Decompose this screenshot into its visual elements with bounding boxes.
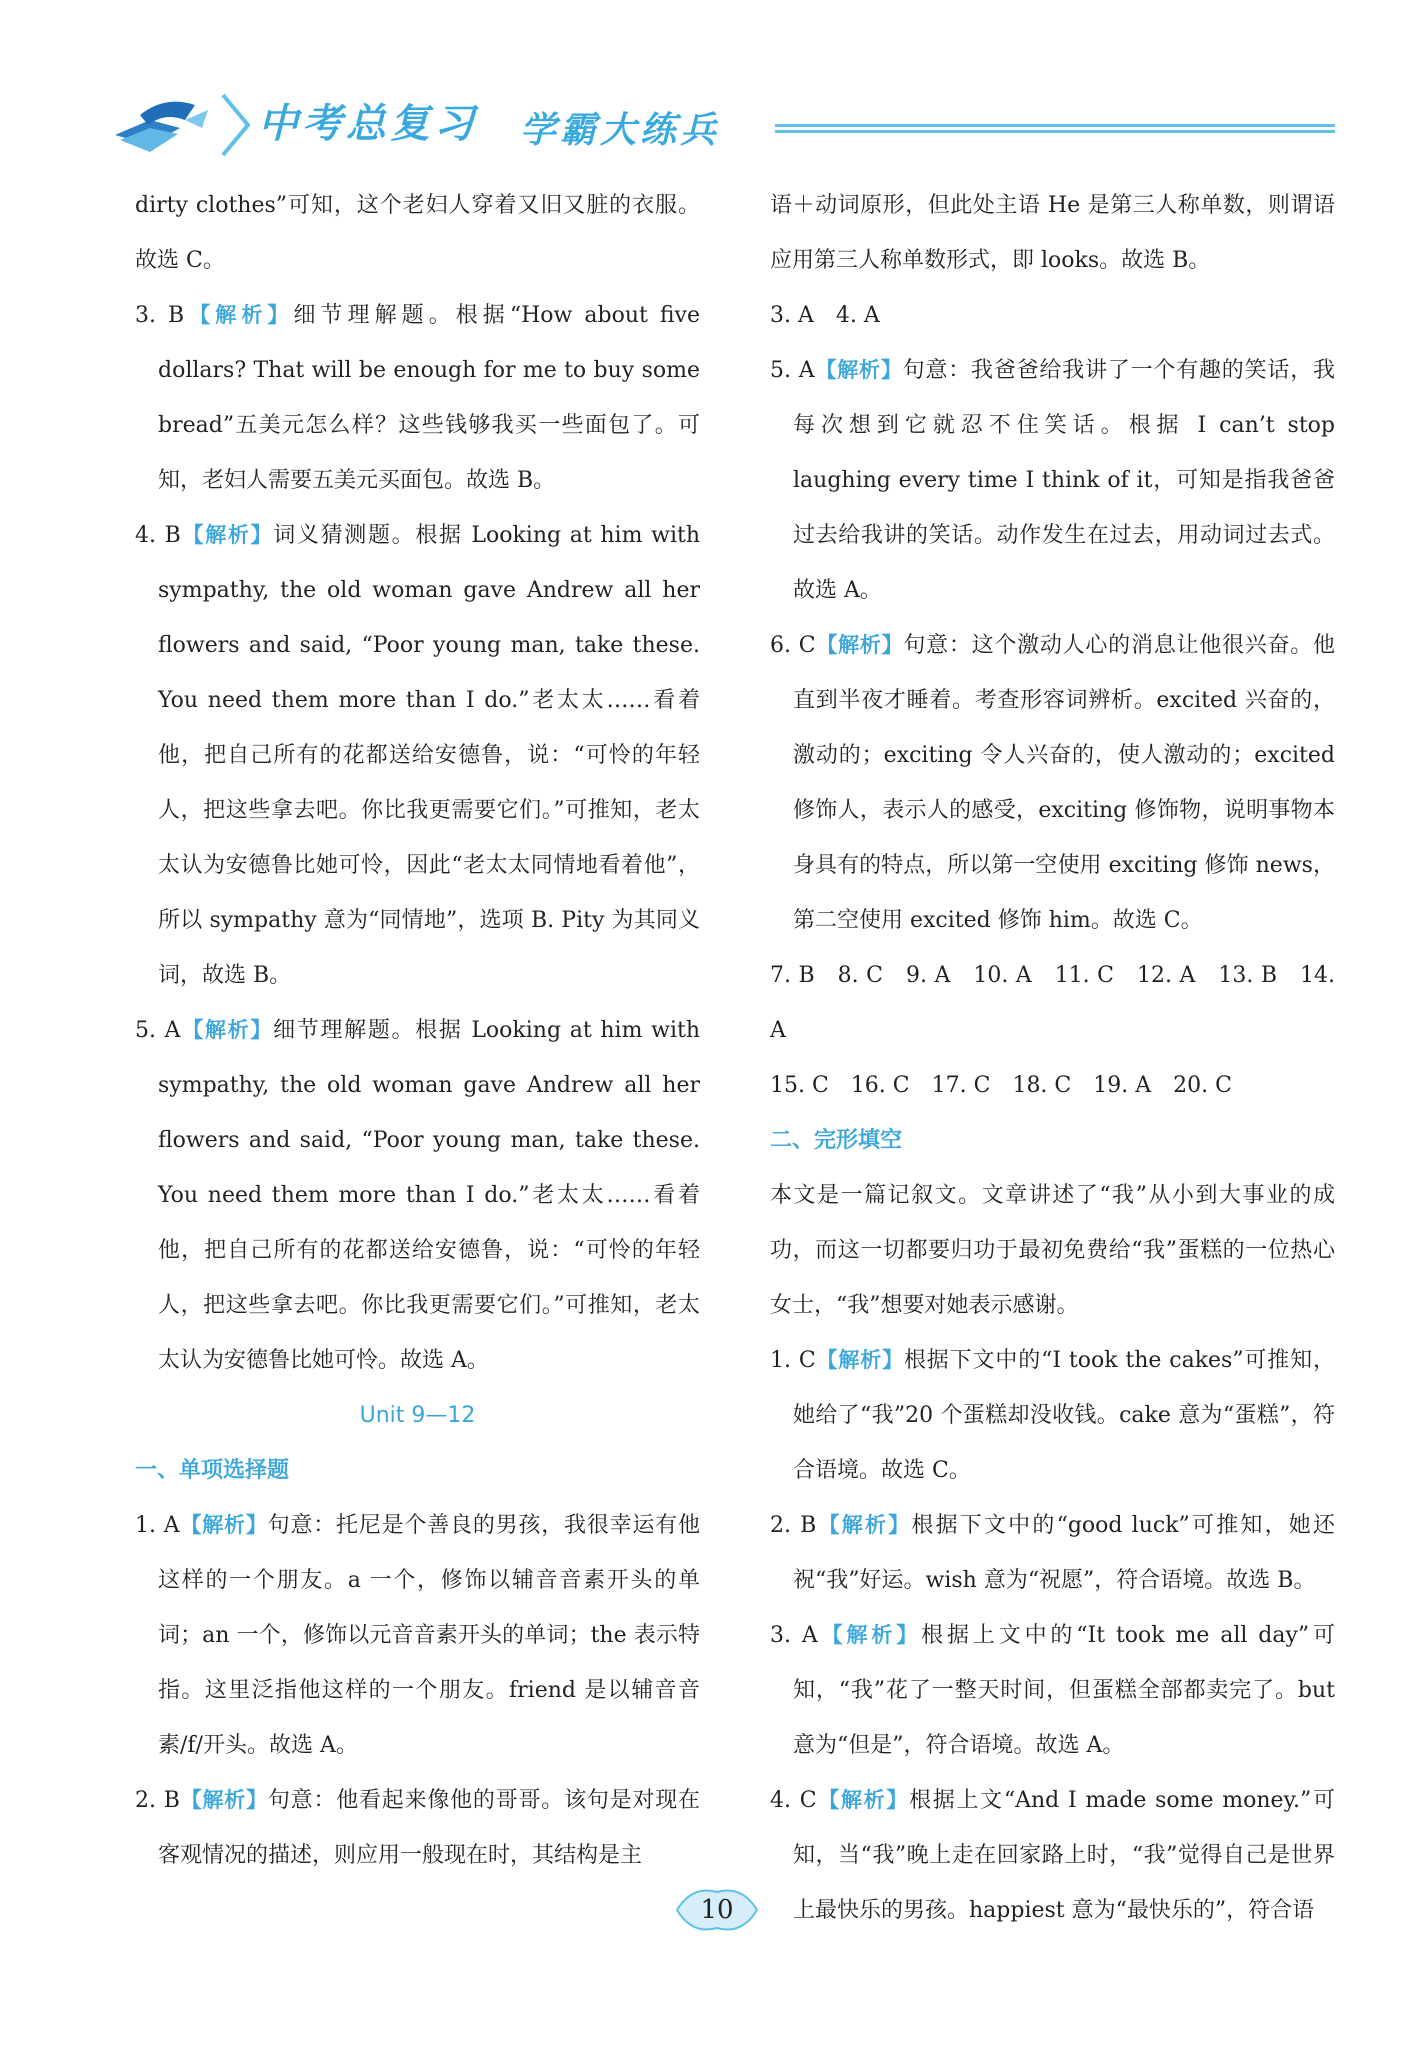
answer-text: 句意：这个激动人心的消息让他很兴奋。他直到半夜才睡着。考查形容词辨析。excited 兴奋的，激动的；exciting 令人兴奋的，使人激动的；excited 修饰人，表示人的感受，exciting 修饰物，说明事物本身具有的特点，所以第一空使用 exciting 修饰 news，第二空使用 excited 修饰 him。故选 C。 — [793, 633, 1335, 933]
analysis-tag: 【解析】 — [179, 1788, 268, 1812]
analysis-tag: 【解析】 — [816, 1513, 912, 1537]
answer-text: 根据下文中的“I took the cakes”可推知，她给了“我”20 个蛋糕却没收钱。cake 意为“蛋糕”，符合语境。故选 C。 — [793, 1348, 1335, 1483]
answer-item — [770, 1333, 1335, 1498]
analysis-tag: 【解析】 — [184, 303, 294, 327]
answer-item — [770, 1498, 1335, 1608]
answer-number: 4. C — [770, 1788, 817, 1813]
header-divider — [775, 124, 1335, 134]
answer-text: 细节理解题。根据“How about five dollars? That will be enough for me to buy some bread”五美元怎么样？这些钱够我买一些面包了。可知，老妇人需要五美元买面包。故选 B。 — [158, 303, 701, 493]
answer-number: 5. A — [135, 1018, 181, 1043]
answer-number: 1. C — [770, 1348, 816, 1373]
answer-item — [770, 1608, 1335, 1773]
answer-text: 句意：托尼是个善良的男孩，我很幸运有他这样的一个朋友。a 一个，修饰以辅音音素开头的单词；an 一个，修饰以元音音素开头的单词；the 表示特指。这里泛指他这样的一个朋友。friend 是以辅音音素/f/开头。故选 A。 — [158, 1513, 700, 1758]
paragraph: 语＋动词原形，但此处主语 He 是第三人称单数，则谓语应用第三人称单数形式，即 looks。故选 B。 — [770, 193, 1335, 273]
section-heading: 一、单项选择题 — [135, 1458, 290, 1483]
page-header — [110, 80, 1340, 170]
header-title: 中考总复习 — [258, 101, 478, 147]
book-logo-icon — [110, 90, 210, 160]
answer-text: 句意：我爸爸给我讲了一个有趣的笑话，我每次想到它就忍不住笑话。根据 I can’t stop laughing every time I think of it，可知是指我爸爸过去给我讲的笑话。动作发生在过去，用动词过去式。故选 A。 — [793, 358, 1335, 603]
unit-title: Unit 9—12 — [359, 1403, 476, 1428]
analysis-tag: 【解析】 — [814, 358, 903, 382]
answer-item — [135, 508, 700, 1003]
answer-number: 5. A — [770, 358, 815, 383]
answer-text: 细节理解题。根据 Looking at him with sympathy, the old woman gave Andrew all her flowers and said, “Poor young man, take these. You need them more than I do.”老太太……看着他，把自己所有的花都送给安德鲁，说：“可怜的年轻人，把这些拿去吧。你比我更需要它们。”可推知，老太太认为安德鲁比她可怜。故选 A。 — [158, 1018, 701, 1373]
answer-list: 15. C 16. C 17. C 18. C 19. A 20. C — [770, 1073, 1232, 1098]
answer-text: 根据上文中的“It took me all day”可知，“我”花了一整天时间，但蛋糕全部都卖完了。but 意为“但是”，符合语境。故选 A。 — [793, 1623, 1336, 1758]
answer-item — [135, 288, 700, 508]
analysis-tag: 【解析】 — [817, 1623, 922, 1647]
analysis-tag: 【解析】 — [180, 523, 274, 547]
answer-number: 3. B — [135, 303, 185, 328]
section-heading: 二、完形填空 — [770, 1128, 903, 1153]
analysis-tag: 【解析】 — [815, 1348, 904, 1372]
analysis-tag: 【解析】 — [180, 1018, 274, 1042]
answer-text: 词义猜测题。根据 Looking at him with sympathy, the old woman gave Andrew all her flowers and said, “Poor young man, take these. You need them more than I do.”老太太……看着他，把自己所有的花都送给安德鲁，说：“可怜的年轻人，把这些拿去吧。你比我更需要它们。”可推知，老太太认为安德鲁比她可怜，因此“老太太同情地看着他”，所以 sympathy 意为“同情地”，选项 B. Pity 为其同义词，故选 B。 — [158, 523, 701, 988]
header-subtitle: 学霸大练兵 — [520, 110, 721, 151]
right-column — [770, 178, 1335, 1938]
answer-number: 6. C — [770, 633, 816, 658]
answer-item — [770, 343, 1335, 618]
answer-number: 1. A — [135, 1513, 180, 1538]
answer-text: 根据上文“And I made some money.”可知，当“我”晚上走在回家路上时，“我”觉得自己是世界上最快乐的男孩。happiest 意为“最快乐的”，符合语 — [793, 1788, 1335, 1923]
paragraph: dirty clothes”可知，这个老妇人穿着又旧又脏的衣服。故选 C。 — [135, 193, 700, 273]
answer-number: 3. A — [770, 1623, 818, 1648]
page-number — [672, 1880, 762, 1940]
answer-list: 7. B 8. C 9. A 10. A 11. C 12. A 13. B 14. A — [770, 963, 1335, 1043]
answer-text: 根据下文中的“good luck”可推知，她还祝“我”好运。wish 意为“祝愿”，符合语境。故选 B。 — [793, 1513, 1335, 1593]
analysis-tag: 【解析】 — [179, 1513, 268, 1537]
analysis-tag: 【解析】 — [815, 633, 904, 657]
answer-number: 4. B — [135, 523, 181, 548]
answer-item — [770, 1773, 1335, 1938]
answer-list: 3. A 4. A — [770, 303, 880, 328]
answer-number: 2. B — [135, 1788, 180, 1813]
paragraph: 本文是一篇记叙文。文章讲述了“我”从小到大事业的成功，而这一切都要归功于最初免费给“我”蛋糕的一位热心女士，“我”想要对她表示感谢。 — [770, 1183, 1335, 1318]
answer-text: 句意：他看起来像他的哥哥。该句是对现在客观情况的描述，则应用一般现在时，其结构是主 — [158, 1788, 700, 1868]
answer-number: 2. B — [770, 1513, 817, 1538]
chevron-icon — [218, 90, 258, 160]
answer-item — [135, 1773, 700, 1883]
left-column — [135, 178, 700, 1883]
answer-item — [135, 1003, 700, 1388]
analysis-tag: 【解析】 — [816, 1788, 910, 1812]
answer-item — [135, 1498, 700, 1773]
page-number-text: 10 — [700, 1895, 734, 1925]
answer-item — [770, 618, 1335, 948]
